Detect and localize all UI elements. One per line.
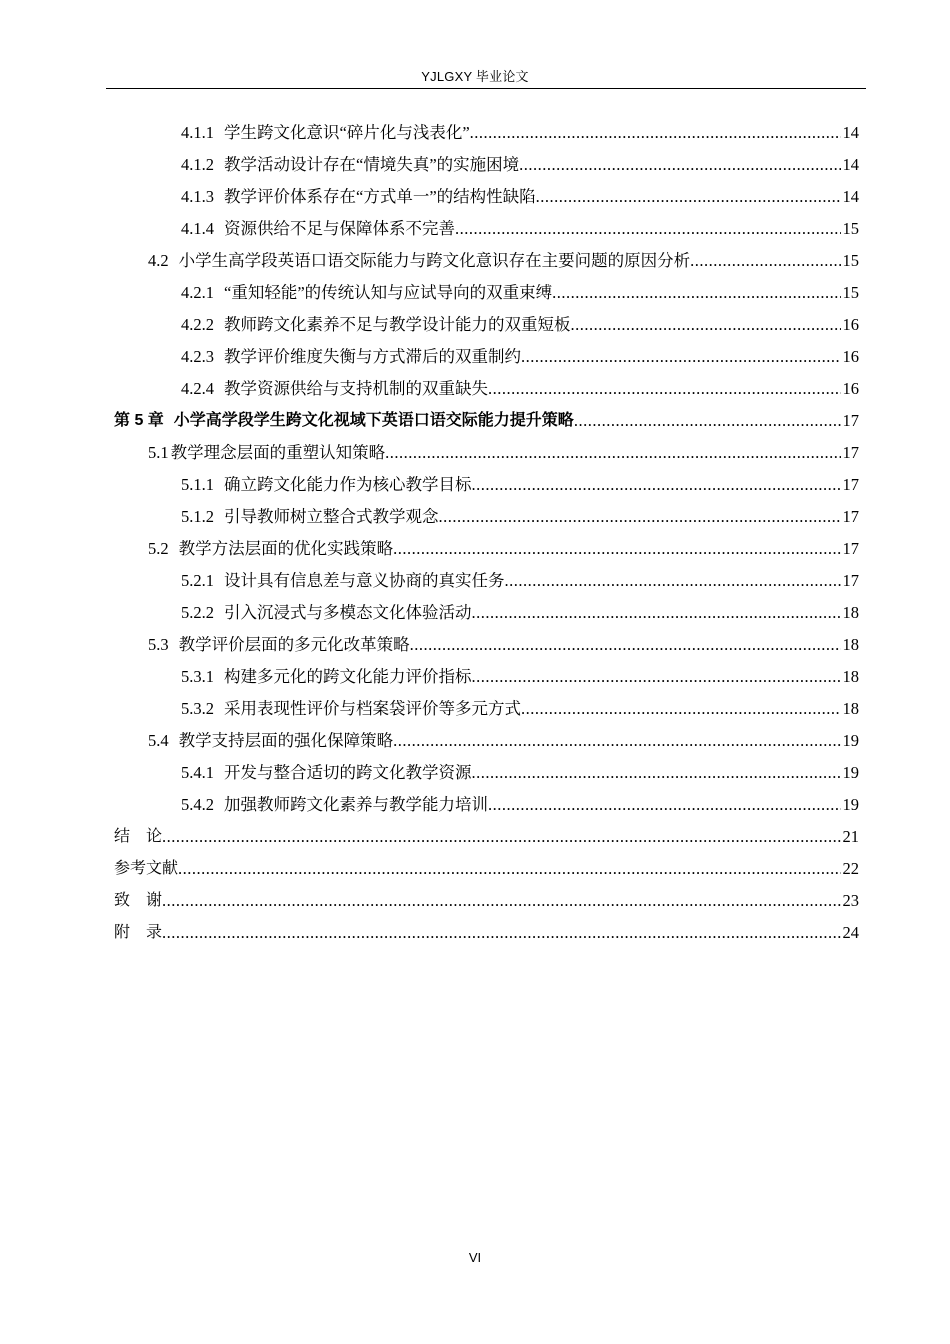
toc-dot-leader xyxy=(472,597,841,629)
toc-entry-title: 参考文献 xyxy=(114,860,179,877)
toc-dot-leader xyxy=(472,661,841,693)
toc-entry[interactable] xyxy=(0,725,950,757)
toc-entry-page: 16 xyxy=(842,315,859,334)
toc-entry-title: 教学支持层面的强化保障策略 xyxy=(178,731,394,750)
toc-entry-page: 19 xyxy=(842,731,859,750)
toc-entry-title: 资源供给不足与保障体系不完善 xyxy=(224,219,455,238)
toc-entry-number: 5.3.2 xyxy=(181,699,214,718)
toc-dot-leader xyxy=(393,725,840,757)
toc-entry-number: 4.2.3 xyxy=(181,347,214,366)
toc-entry-title: “重知轻能”的传统认知与应试导向的双重束缚 xyxy=(224,283,553,302)
toc-dot-leader xyxy=(574,405,841,437)
toc-entry-number: 5.2.1 xyxy=(181,571,214,590)
toc-dot-leader xyxy=(439,501,841,533)
toc-entry-number: 4.2.4 xyxy=(181,379,214,398)
toc-entry-page: 17 xyxy=(842,539,859,558)
toc-entry[interactable] xyxy=(0,213,950,245)
toc-dot-leader xyxy=(488,373,841,405)
toc-entry[interactable] xyxy=(0,789,950,821)
toc-entry-number: 5.4 xyxy=(148,731,169,750)
toc-entry-number: 5.4.1 xyxy=(181,763,214,782)
toc-entry-title: 教学资源供给与支持机制的双重缺失 xyxy=(224,379,488,398)
toc-entry[interactable] xyxy=(0,917,950,949)
toc-entry-title: 小学生高学段英语口语交际能力与跨文化意识存在主要问题的原因分析 xyxy=(178,251,691,270)
toc-entry-title: 教学活动设计存在“情境失真”的实施困境 xyxy=(224,155,520,174)
toc-entry-number: 5.2 xyxy=(148,539,169,558)
toc-dot-leader xyxy=(571,309,841,341)
toc-entry[interactable] xyxy=(0,437,950,469)
toc-entry-title: 教学方法层面的优化实践策略 xyxy=(178,539,394,558)
toc-dot-leader xyxy=(393,533,840,565)
header-rule xyxy=(106,88,866,89)
toc-entry-number: 4.2 xyxy=(148,251,169,270)
toc-entry-number: 5.1.1 xyxy=(181,475,214,494)
toc-dot-leader xyxy=(162,885,840,917)
toc-entry-number: 5.2.2 xyxy=(181,603,214,622)
toc-dot-leader xyxy=(385,437,840,469)
toc-entry-number: 4.1.1 xyxy=(181,123,214,142)
toc-dot-leader xyxy=(410,629,841,661)
toc-entry-page: 24 xyxy=(842,923,859,942)
footer-page-number: VI xyxy=(468,1250,482,1265)
toc-entry[interactable] xyxy=(0,469,950,501)
toc-entry[interactable] xyxy=(0,181,950,213)
toc-dot-leader xyxy=(521,693,841,725)
toc-entry-page: 21 xyxy=(842,827,859,846)
toc-entry[interactable] xyxy=(0,821,950,853)
toc-entry-page: 17 xyxy=(842,411,859,430)
toc-entry-title: 引导教师树立整合式教学观念 xyxy=(224,507,439,526)
toc-entry-page: 18 xyxy=(842,699,859,718)
toc-entry[interactable] xyxy=(0,533,950,565)
toc-entry-number: 4.2.1 xyxy=(181,283,214,302)
toc-entry-page: 23 xyxy=(842,891,859,910)
toc-dot-leader xyxy=(690,245,840,277)
toc-entry[interactable] xyxy=(0,373,950,405)
toc-entry-title: 学生跨文化意识“碎片化与浅表化” xyxy=(224,123,470,142)
toc-dot-leader xyxy=(552,277,840,309)
toc-entry-page: 15 xyxy=(842,283,859,302)
toc-entry-title: 教学评价层面的多元化改革策略 xyxy=(178,635,410,654)
toc-entry[interactable] xyxy=(0,597,950,629)
toc-entry[interactable] xyxy=(0,501,950,533)
toc-entry-number: 4.2.2 xyxy=(181,315,214,334)
toc-entry-number: 5.4.2 xyxy=(181,795,214,814)
toc-entry-page: 17 xyxy=(842,507,859,526)
toc-entry-page: 22 xyxy=(842,859,859,878)
toc-entry-title: 小学高学段学生跨文化视域下英语口语交际能力提升策略 xyxy=(173,412,574,429)
toc-dot-leader xyxy=(162,917,840,949)
toc-entry-page: 16 xyxy=(842,379,859,398)
toc-entry[interactable] xyxy=(0,245,950,277)
toc-entry-number: 第 5 章 xyxy=(114,412,164,429)
toc-entry-page: 14 xyxy=(842,123,859,142)
toc-entry-page: 18 xyxy=(842,603,859,622)
toc-entry-page: 17 xyxy=(842,571,859,590)
toc-entry-title: 引入沉浸式与多模态文化体验活动 xyxy=(224,603,472,622)
toc-entry-title: 采用表现性评价与档案袋评价等多元方式 xyxy=(224,699,521,718)
toc-entry[interactable] xyxy=(0,661,950,693)
toc-dot-leader xyxy=(505,565,841,597)
toc-entry[interactable] xyxy=(0,309,950,341)
toc-entry-page: 14 xyxy=(842,155,859,174)
toc-dot-leader xyxy=(455,213,841,245)
toc-entry-page: 14 xyxy=(842,187,859,206)
toc-entry-number: 4.1.3 xyxy=(181,187,214,206)
toc-entry-page: 16 xyxy=(842,347,859,366)
toc-dot-leader xyxy=(488,789,841,821)
toc-entry-page: 19 xyxy=(842,795,859,814)
toc-entry[interactable] xyxy=(0,853,950,885)
toc-entry-title: 构建多元化的跨文化能力评价指标 xyxy=(224,667,472,686)
toc-entry[interactable] xyxy=(0,565,950,597)
toc-entry-page: 19 xyxy=(842,763,859,782)
toc-dot-leader xyxy=(470,117,841,149)
toc-entry-page: 15 xyxy=(842,251,859,270)
toc-entry-page: 15 xyxy=(842,219,859,238)
toc-entry-number: 5.1.2 xyxy=(181,507,214,526)
toc-entry-title: 致 谢 xyxy=(114,892,163,909)
toc-dot-leader xyxy=(472,469,841,501)
toc-entry[interactable] xyxy=(0,149,950,181)
toc-entry-title: 附 录 xyxy=(114,924,163,941)
toc-entry-page: 18 xyxy=(842,635,859,654)
toc-entry[interactable] xyxy=(0,693,950,725)
toc-entry-title: 加强教师跨文化素养与教学能力培训 xyxy=(224,795,488,814)
toc-entry-number: 5.1 xyxy=(148,443,169,462)
toc-dot-leader xyxy=(472,757,841,789)
toc-dot-leader xyxy=(536,181,841,213)
toc-entry-page: 17 xyxy=(842,475,859,494)
toc-entry-title: 教师跨文化素养不足与教学设计能力的双重短板 xyxy=(224,315,571,334)
toc-entry-page: 17 xyxy=(842,443,859,462)
toc-entry-title: 教学理念层面的重塑认知策略 xyxy=(170,443,386,462)
toc-dot-leader xyxy=(178,853,840,885)
toc-entry[interactable] xyxy=(0,405,950,437)
toc-entry-title: 结 论 xyxy=(114,828,163,845)
toc-entry[interactable] xyxy=(0,277,950,309)
toc-entry-number: 5.3 xyxy=(148,635,169,654)
toc-entry[interactable] xyxy=(0,885,950,917)
toc-entry[interactable] xyxy=(0,757,950,789)
toc-entry-number: 4.1.4 xyxy=(181,219,214,238)
running-header-title: YJLGXY 毕业论文 xyxy=(421,69,529,84)
toc-entry-number: 5.3.1 xyxy=(181,667,214,686)
toc-entry[interactable] xyxy=(0,117,950,149)
toc-entry-title: 开发与整合适切的跨文化教学资源 xyxy=(224,763,472,782)
toc-entry-title: 教学评价体系存在“方式单一”的结构性缺陷 xyxy=(224,187,536,206)
toc-entry-title: 设计具有信息差与意义协商的真实任务 xyxy=(224,571,505,590)
toc-dot-leader xyxy=(521,341,841,373)
toc-entry-title: 确立跨文化能力作为核心教学目标 xyxy=(224,475,472,494)
toc-dot-leader xyxy=(162,821,840,853)
toc-entry[interactable] xyxy=(0,341,950,373)
toc-dot-leader xyxy=(519,149,840,181)
table-of-contents xyxy=(0,117,950,949)
toc-entry-number: 4.1.2 xyxy=(181,155,214,174)
toc-entry[interactable] xyxy=(0,629,950,661)
toc-entry-page: 18 xyxy=(842,667,859,686)
toc-entry-title: 教学评价维度失衡与方式滞后的双重制约 xyxy=(224,347,521,366)
